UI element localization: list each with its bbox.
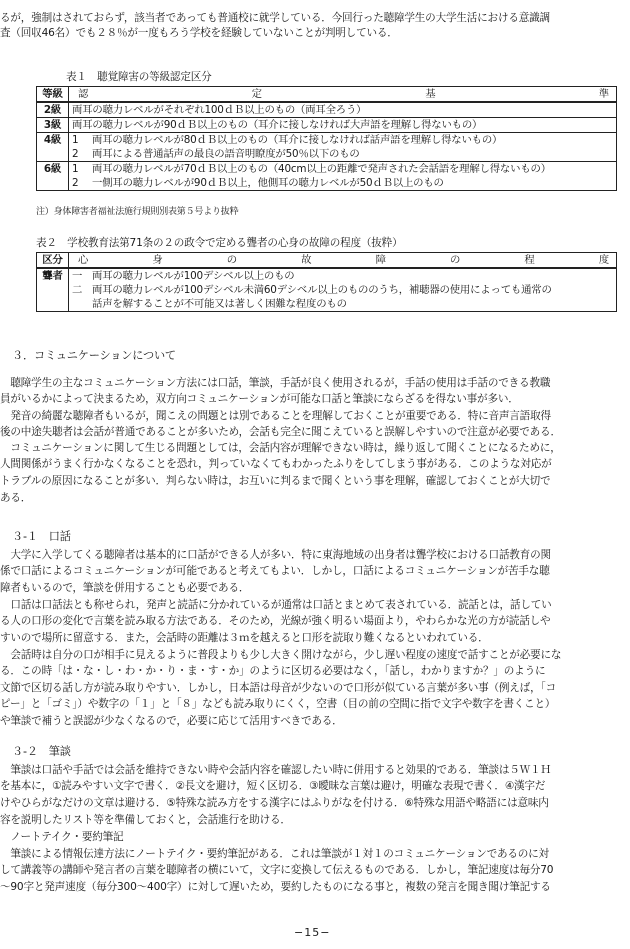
text-line: 人間関係がうまく行かなくなることを恐れ，判っていなくてもわかったふりをしてしまう事がある．このような対応が (0, 458, 552, 470)
header-char: 故 (301, 254, 312, 266)
criteria-cell (69, 162, 617, 191)
item-number: 二 (72, 284, 83, 296)
text-line: 筆談は口話や手話では会話を維持できない時や会話内容を確認したい時に併用すると効果的である．筆談は５Ｗ１Ｈ (0, 764, 551, 776)
item-number: 一 (72, 270, 83, 282)
text-line: して講義等の講師や発言者の言葉を聴障者の横にいて，文字に変換して伝えるものである．しかし，筆記速度は毎分70 (0, 864, 554, 876)
text-line: ピー」と「ゴミ」）や数字の「１」と「８」なども読み取りにくく，空書（目の前の空間に指で文字や数字を書くこと） (0, 698, 556, 710)
header-char: の (226, 254, 237, 266)
text-line: けやひらがなだけの文章は避ける．⑤特殊な読み方をする漢字にはふりがなを付ける．⑥特殊な用語や略語には意味内 (0, 797, 549, 809)
table-row (37, 102, 617, 118)
text-line: 容を説明したリスト等を準備しておくと，会話進行を助ける． (0, 814, 291, 826)
subsection-heading: ３-２ 筆談 (12, 745, 71, 758)
item-text: 両耳の聴力レベルが70ｄＢ以上のもの（40cm以上の距離で発声された会話語を理解し得ないもの） (92, 163, 551, 175)
criteria-column-header (69, 253, 617, 269)
text-line: 障者もいるので，筆談を併用することも必要である． (0, 582, 250, 594)
text-line: る．この時「は・な・し・わ・か・り・ま・す・か」のように区切る必要はなく，「話し，わかりますか？」のように (0, 665, 546, 677)
header-char: 基 (425, 88, 436, 100)
text-line: 会話時は自分の口が相手に見えるように普段よりも少し大きく開けながら，少し遅い程度の速度で話すことが必要にな (0, 649, 562, 661)
text-line: 口話は口話法とも称せられ，発声と読話に分かれているが通常は口話とまとめて表されている．読話とは，話してい (0, 599, 552, 611)
item-number: 2 (72, 177, 79, 189)
header-char: 定 (251, 88, 262, 100)
section-heading: ３．コミュニケーションについて (12, 349, 176, 362)
table-header-row (37, 87, 617, 103)
text-line: る人の口形の変化で言葉を読み取る方法である．そのため，光線が強く明るい場面より，やわらかな光の方が読話しや (0, 615, 551, 627)
text-line: トラブルの原因になることが多い．判らない時は，お互いに判るまで聞くという事を理解，確認しておくことが大切で (0, 475, 551, 487)
text-line: 筆談による情報伝達方法にノートテイク・要約筆記がある．これは筆談が１対１のコミュニケーションであるのに対 (0, 848, 549, 860)
criteria-cell (69, 268, 617, 312)
text-line: 発音の綺麗な聴障者もいるが，聞こえの問題とは別であることを理解しておくことが重要である．特に音声言語取得 (0, 410, 551, 422)
item-text: 両耳の聴力レベルが100デシベル未満60デシベル以上のもののうち，補聴器の使用によっても通常の (92, 284, 552, 296)
text-line: 文節で区切る話し方が読み取りやすい．しかし，日本語は母音が少ないので口形が似ている言葉が多い事（例えば，「コ (0, 682, 556, 694)
table1-caption: 表１ 聴覚障害の等級認定区分 (66, 71, 212, 83)
text-line: を基本に，①読みやすい文字で書く．②長文を避け，短く区切る．③曖昧な言葉は避け，明確な表現で書く．④漢字だ (0, 780, 546, 792)
category-column-header: 区分 (37, 253, 69, 269)
table-row (37, 133, 617, 162)
table1-note: 注）身体障害者福祉法施行規則別表第５号より抜粋 (36, 207, 239, 217)
grade-column-header: 等級 (37, 87, 69, 103)
text-line: 〜90字と発声速度（毎分300〜400字）に対して遅いため，要約したものになる事と，複数の発言を聞き聞け筆記する (0, 881, 551, 893)
item-text: 話声を解することが不可能又は著しく困難な程度のもの (92, 298, 347, 310)
header-char: 身 (152, 254, 163, 266)
header-char: 障 (375, 254, 386, 266)
item-number: 1 (72, 163, 79, 175)
disability-table (36, 252, 617, 312)
header-char: 程 (524, 254, 535, 266)
grade-label: 4級 (37, 133, 69, 162)
grade-table (36, 86, 617, 191)
text-line: 聴障学生の主なコミュニケーション方法には口話，筆談，手話が良く使用されるが，手話の使用は手話のできる教職 (0, 377, 551, 389)
text-line: 査（回収46名）でも２８％が一度もろう学校を経験していないことが判明している． (0, 27, 398, 39)
text-line: 員がいるかによって決まるため，双方向コミュニケーションが可能な口話と筆談にならざるを得ない事が多い． (0, 393, 519, 405)
criteria-cell (69, 133, 617, 162)
text-line: ある． (0, 492, 32, 504)
item-number: 2 (72, 148, 79, 160)
criteria-cell: 両耳の聴力レベルが90ｄＢ以上のもの（耳介に接しなければ大声語を理解し得ないもの） (69, 118, 617, 133)
text-line: 後の中途失聴者は会話が普通であることが多いため，会話も完全に聞こえていると誤解しやすいので注意が必要である． (0, 426, 561, 438)
criteria-cell: 両耳の聴力レベルがそれぞれ100ｄＢ以上のもの（両耳全ろう） (69, 102, 617, 118)
text-line: るが，強制はされておらず，該当者であっても普通校に就学している．今回行った聴障学生の大学生活における意識調 (0, 12, 550, 24)
header-char: 認 (78, 88, 89, 100)
text-line: コミュニケーションに関して生じる問題としては，会話内容が理解できない時は，繰り返して聞くことになるために， (0, 442, 561, 454)
header-char: 心 (78, 254, 89, 266)
table-header-row (37, 253, 617, 269)
grade-label: 2級 (37, 102, 69, 118)
grade-label: 3級 (37, 118, 69, 133)
text-line: 係で口話によるコミュニケーションが可能であると考えてもよい．しかし，口話によるコミュニケーションが苦手な聴 (0, 565, 550, 577)
table2-caption: 表２ 学校教育法第71条の２の政令で定める聾者の心身の故障の程度（抜粋） (36, 237, 403, 249)
item-text: 一側耳の聴力レベルが90ｄＢ以上，他側耳の聴力レベルが50ｄＢ以上のもの (92, 177, 444, 189)
item-text: 両耳の聴力レベルが80ｄＢ以上のもの（耳介に接しなければ話声語を理解し得ないもの） (92, 134, 503, 146)
header-char: 準 (598, 88, 609, 100)
text-line: 大学に入学してくる聴障者は基本的に口話ができる人が多い．特に東海地域の出身者は聾学校における口話教育の関 (0, 549, 551, 561)
text-line: や筆談で補うと誤認が少なくなるので，必要に応じて活用すべきである． (0, 715, 343, 727)
category-label: 聾者 (37, 268, 69, 312)
header-char: 度 (598, 254, 609, 266)
table-row (37, 118, 617, 133)
item-number: 1 (72, 134, 79, 146)
page-number: −15− (294, 926, 331, 939)
subsection-heading: ３-１ 口話 (12, 530, 71, 543)
table-row (37, 268, 617, 312)
header-char: の (449, 254, 461, 266)
subsection-subheading: ノートテイク・要約筆記 (0, 831, 124, 843)
text-line: すいので場所に留意する．また，会話時の距離は３ｍを越えると口形を読取り難くなるといわれている． (0, 632, 489, 644)
item-text: 両耳による普通話声の最良の語音明瞭度が50％以下のもの (92, 148, 360, 160)
item-text: 両耳の聴力レベルが100デシベル以上のもの (92, 270, 295, 282)
table-row (37, 162, 617, 191)
criteria-column-header (69, 87, 617, 103)
grade-label: 6級 (37, 162, 69, 191)
